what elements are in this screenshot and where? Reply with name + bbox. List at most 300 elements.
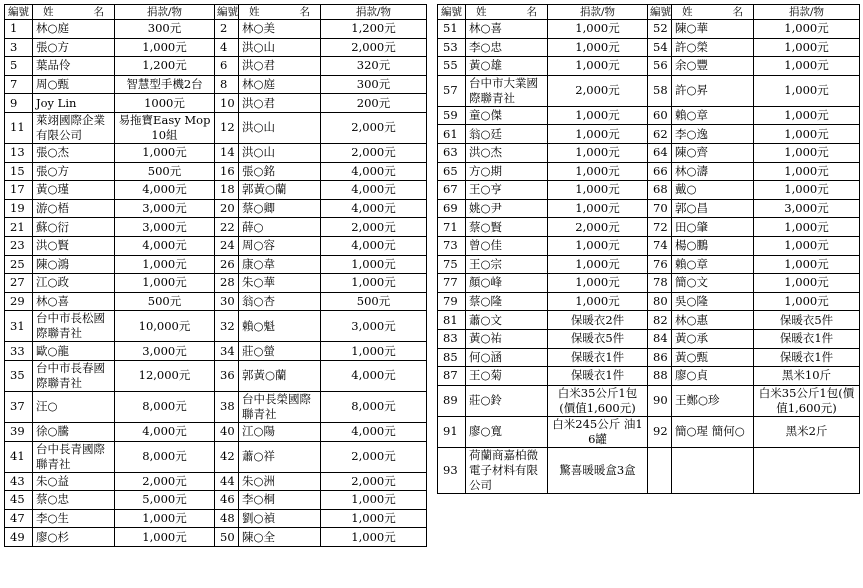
donor-name: 朱○洲 — [239, 472, 321, 491]
table-row — [438, 348, 860, 367]
donor-number: 50 — [215, 528, 239, 547]
donor-name: 薛○ — [239, 218, 321, 237]
donor-name: 蔡○隆 — [466, 292, 548, 311]
donation-amount: 10,000元 — [115, 311, 215, 342]
donor-name: 洪○山 — [239, 38, 321, 57]
donor-name: 翁○杏 — [239, 292, 321, 311]
donor-number: 5 — [5, 57, 33, 76]
donor-number: 91 — [438, 416, 466, 447]
donor-number: 74 — [648, 236, 672, 255]
donor-name: 陳○齊 — [672, 143, 754, 162]
donor-name: 王○宗 — [466, 255, 548, 274]
empty-cell — [754, 447, 860, 493]
donor-number: 65 — [438, 162, 466, 181]
donor-name: 黃○承 — [672, 329, 754, 348]
donor-name: 許○榮 — [672, 38, 754, 57]
donor-number: 57 — [438, 75, 466, 106]
donor-name: 葉品伶 — [33, 57, 115, 76]
donor-number: 60 — [648, 106, 672, 125]
donor-number: 23 — [5, 236, 33, 255]
donor-number: 52 — [648, 20, 672, 39]
table-row — [5, 236, 427, 255]
donor-number: 4 — [215, 38, 239, 57]
donation-amount: 1,000元 — [754, 162, 860, 181]
donor-number: 48 — [215, 509, 239, 528]
table-row — [5, 342, 427, 361]
donor-number: 78 — [648, 274, 672, 293]
donation-amount: 2,000元 — [548, 218, 648, 237]
header-name — [466, 5, 548, 20]
donation-table-left — [4, 4, 427, 547]
donation-amount: 1,000元 — [754, 106, 860, 125]
table-row — [438, 38, 860, 57]
donor-name: 蔡○忠 — [33, 491, 115, 510]
donor-number: 7 — [5, 75, 33, 94]
donor-number: 6 — [215, 57, 239, 76]
donor-number: 72 — [648, 218, 672, 237]
donation-amount: 4,000元 — [321, 162, 427, 181]
donor-name: 陳○全 — [239, 528, 321, 547]
donor-name: 康○韋 — [239, 255, 321, 274]
table-row — [438, 311, 860, 330]
donor-name: 張○杰 — [33, 143, 115, 162]
header-name-given: 名 — [526, 6, 537, 18]
donor-name: 周○容 — [239, 236, 321, 255]
donor-number: 71 — [438, 218, 466, 237]
donation-amount: 白米35公斤1包(價值1,600元) — [548, 385, 648, 416]
donation-amount: 2,000元 — [321, 38, 427, 57]
table-row — [438, 181, 860, 200]
table-row — [438, 218, 860, 237]
donor-name: 洪○山 — [239, 112, 321, 143]
donor-number: 29 — [5, 292, 33, 311]
donor-name: 林○美 — [239, 20, 321, 39]
donation-amount: 4,000元 — [115, 422, 215, 441]
donor-number: 38 — [215, 391, 239, 422]
table-row — [438, 274, 860, 293]
donation-amount: 1,000元 — [548, 106, 648, 125]
table-row — [438, 162, 860, 181]
donation-amount: 保暖衣1件 — [754, 329, 860, 348]
donation-amount: 1,000元 — [321, 342, 427, 361]
header-name-given: 名 — [732, 6, 743, 18]
table-row — [438, 255, 860, 274]
donation-amount: 1,000元 — [115, 255, 215, 274]
donation-amount: 1,000元 — [548, 181, 648, 200]
donor-name: Joy Lin — [33, 94, 115, 113]
table-row — [5, 422, 427, 441]
donor-name: 歐○龍 — [33, 342, 115, 361]
donation-amount: 1,000元 — [548, 57, 648, 76]
donor-name: 李○桐 — [239, 491, 321, 510]
donation-amount: 1,000元 — [754, 181, 860, 200]
donor-number: 20 — [215, 199, 239, 218]
donor-name: 朱○益 — [33, 472, 115, 491]
donation-amount: 1,000元 — [548, 125, 648, 144]
donation-amount: 4,000元 — [115, 181, 215, 200]
donation-amount: 1,000元 — [548, 292, 648, 311]
donation-amount: 2,000元 — [115, 472, 215, 491]
donor-number: 22 — [215, 218, 239, 237]
donor-number: 41 — [5, 441, 33, 472]
table-row — [438, 329, 860, 348]
donor-number: 33 — [5, 342, 33, 361]
donation-amount: 200元 — [321, 94, 427, 113]
donation-amount: 1,000元 — [754, 38, 860, 57]
donor-name: 林○濤 — [672, 162, 754, 181]
donor-number: 49 — [5, 528, 33, 547]
donor-number: 47 — [5, 509, 33, 528]
donor-number: 15 — [5, 162, 33, 181]
donation-amount: 4,000元 — [321, 422, 427, 441]
donor-number: 54 — [648, 38, 672, 57]
empty-cell — [648, 447, 672, 493]
donor-number: 62 — [648, 125, 672, 144]
donor-name: 張○方 — [33, 38, 115, 57]
donation-amount: 1,000元 — [754, 218, 860, 237]
donation-amount: 1,000元 — [548, 38, 648, 57]
donor-number: 61 — [438, 125, 466, 144]
donor-number: 2 — [215, 20, 239, 39]
donation-amount: 8,000元 — [115, 441, 215, 472]
table-row — [5, 311, 427, 342]
donor-name: 江○陽 — [239, 422, 321, 441]
donation-amount: 2,000元 — [321, 218, 427, 237]
table-row — [438, 367, 860, 386]
donor-name: 洪○杰 — [466, 143, 548, 162]
donor-number: 9 — [5, 94, 33, 113]
donor-name: 黃○甄 — [672, 348, 754, 367]
donor-number: 14 — [215, 143, 239, 162]
table-row — [438, 236, 860, 255]
donor-number: 37 — [5, 391, 33, 422]
donation-amount: 3,000元 — [754, 199, 860, 218]
donor-name: 荷蘭商嘉柏微電子材料有限公司 — [466, 447, 548, 493]
donor-name: 洪○君 — [239, 94, 321, 113]
donor-number: 26 — [215, 255, 239, 274]
table-row — [438, 106, 860, 125]
donation-amount: 保暖衣5件 — [754, 311, 860, 330]
donor-name: 吳○隆 — [672, 292, 754, 311]
table-row — [5, 94, 427, 113]
donor-number: 85 — [438, 348, 466, 367]
donor-name: 洪○君 — [239, 57, 321, 76]
donor-name: 童○傑 — [466, 106, 548, 125]
donor-name: 簡○瑆 簡何○ — [672, 416, 754, 447]
donor-name: 台中長榮國際聯青社 — [239, 391, 321, 422]
donation-amount: 1,000元 — [321, 528, 427, 547]
donation-amount: 500元 — [115, 162, 215, 181]
donor-name: 陳○鴻 — [33, 255, 115, 274]
donor-number: 68 — [648, 181, 672, 200]
donation-amount: 1,000元 — [754, 143, 860, 162]
donor-number: 43 — [5, 472, 33, 491]
donor-name: 李○生 — [33, 509, 115, 528]
donation-amount: 黑米2斤 — [754, 416, 860, 447]
donation-amount: 1,000元 — [115, 143, 215, 162]
donor-name: 徐○騰 — [33, 422, 115, 441]
donor-number: 55 — [438, 57, 466, 76]
donation-amount: 320元 — [321, 57, 427, 76]
donor-number: 30 — [215, 292, 239, 311]
donor-name: 王○亨 — [466, 181, 548, 200]
donor-name: 李○忠 — [466, 38, 548, 57]
donation-amount: 1,000元 — [548, 143, 648, 162]
donor-name: 林○庭 — [239, 75, 321, 94]
donor-name: 何○涵 — [466, 348, 548, 367]
table-row — [438, 447, 860, 493]
table-row — [5, 218, 427, 237]
table-row — [5, 38, 427, 57]
donor-name: 方○期 — [466, 162, 548, 181]
header-number: 編號 — [215, 5, 239, 20]
header-name-surname: 姓 — [682, 6, 693, 18]
donation-amount: 1,000元 — [321, 509, 427, 528]
donor-name: 賴○魁 — [239, 311, 321, 342]
table-row — [5, 181, 427, 200]
donation-amount: 1,000元 — [321, 274, 427, 293]
donor-name: 李○逸 — [672, 125, 754, 144]
table-row — [5, 391, 427, 422]
donor-number: 87 — [438, 367, 466, 386]
donor-name: 黃○瑾 — [33, 181, 115, 200]
donation-amount: 2,000元 — [321, 112, 427, 143]
donation-amount: 1,000元 — [548, 199, 648, 218]
donation-rows-right — [438, 20, 860, 494]
table-row — [5, 143, 427, 162]
donor-number: 93 — [438, 447, 466, 493]
donor-number: 80 — [648, 292, 672, 311]
donor-name: 林○喜 — [466, 20, 548, 39]
table-row — [5, 292, 427, 311]
donation-amount: 4,000元 — [321, 181, 427, 200]
donor-number: 32 — [215, 311, 239, 342]
donor-number: 70 — [648, 199, 672, 218]
donation-amount: 1,000元 — [754, 20, 860, 39]
donor-name: 林○庭 — [33, 20, 115, 39]
table-row — [5, 112, 427, 143]
donation-amount: 3,000元 — [115, 199, 215, 218]
header-number: 編號 — [648, 5, 672, 20]
donor-name: 曾○佳 — [466, 236, 548, 255]
donor-number: 24 — [215, 236, 239, 255]
donor-number: 92 — [648, 416, 672, 447]
donor-number: 79 — [438, 292, 466, 311]
donor-number: 21 — [5, 218, 33, 237]
empty-cell — [672, 447, 754, 493]
donation-amount: 1,000元 — [115, 38, 215, 57]
donation-amount: 12,000元 — [115, 360, 215, 391]
table-row — [438, 57, 860, 76]
donor-number: 13 — [5, 143, 33, 162]
donor-name: 廖○貞 — [672, 367, 754, 386]
donor-number: 69 — [438, 199, 466, 218]
donor-number: 73 — [438, 236, 466, 255]
donation-amount: 保暖衣2件 — [548, 311, 648, 330]
header-name-surname: 姓 — [249, 6, 260, 18]
donor-name: 萊翊國際企業有限公司 — [33, 112, 115, 143]
donation-amount: 1,000元 — [754, 236, 860, 255]
header-name — [33, 5, 115, 20]
donor-name: 劉○禎 — [239, 509, 321, 528]
donor-number: 89 — [438, 385, 466, 416]
donation-amount: 1,000元 — [548, 162, 648, 181]
donor-name: 台中市長春國際聯青社 — [33, 360, 115, 391]
header-name-surname: 姓 — [476, 6, 487, 18]
donor-name: 田○肇 — [672, 218, 754, 237]
donor-name: 汪○ — [33, 391, 115, 422]
donor-name: 廖○杉 — [33, 528, 115, 547]
donation-amount: 5,000元 — [115, 491, 215, 510]
donor-name: 陳○華 — [672, 20, 754, 39]
donor-number: 18 — [215, 181, 239, 200]
donation-amount: 2,000元 — [548, 75, 648, 106]
table-row — [5, 472, 427, 491]
donor-name: 郭黃○蘭 — [239, 181, 321, 200]
donation-amount: 保暖衣5件 — [548, 329, 648, 348]
donor-name: 黃○祐 — [466, 329, 548, 348]
table-row — [438, 125, 860, 144]
header-number: 編號 — [5, 5, 33, 20]
donor-name: 王鄭○珍 — [672, 385, 754, 416]
donation-amount: 1,000元 — [115, 274, 215, 293]
donation-amount: 1,200元 — [115, 57, 215, 76]
donor-name: 郭黃○蘭 — [239, 360, 321, 391]
donation-amount: 1,200元 — [321, 20, 427, 39]
donor-name: 周○甄 — [33, 75, 115, 94]
table-row — [438, 20, 860, 39]
donor-number: 86 — [648, 348, 672, 367]
donor-name: 蕭○祥 — [239, 441, 321, 472]
table-row — [438, 292, 860, 311]
donor-number: 8 — [215, 75, 239, 94]
donation-amount: 1,000元 — [548, 255, 648, 274]
donation-amount: 智慧型手機2台 — [115, 75, 215, 94]
donor-name: 蘇○衍 — [33, 218, 115, 237]
donation-amount: 白米245公斤 油16罐 — [548, 416, 648, 447]
donor-name: 台中市長松國際聯青社 — [33, 311, 115, 342]
table-row — [5, 509, 427, 528]
donor-number: 67 — [438, 181, 466, 200]
donor-name: 莊○螢 — [239, 342, 321, 361]
donation-amount: 8,000元 — [321, 391, 427, 422]
donor-name: 蕭○文 — [466, 311, 548, 330]
donation-amount: 3,000元 — [115, 342, 215, 361]
donor-number: 12 — [215, 112, 239, 143]
donor-name: 賴○章 — [672, 106, 754, 125]
table-row — [5, 441, 427, 472]
donor-name: 台中市大業國際聯青社 — [466, 75, 548, 106]
donor-name: 張○銘 — [239, 162, 321, 181]
table-row — [5, 57, 427, 76]
donor-name: 顏○峰 — [466, 274, 548, 293]
donation-amount: 500元 — [115, 292, 215, 311]
table-row — [5, 199, 427, 218]
header-name — [239, 5, 321, 20]
donation-table-right — [437, 4, 860, 494]
donor-name: 張○方 — [33, 162, 115, 181]
donation-amount: 1,000元 — [115, 528, 215, 547]
donation-amount: 4,000元 — [321, 360, 427, 391]
donor-name: 朱○華 — [239, 274, 321, 293]
donor-number: 46 — [215, 491, 239, 510]
donor-name: 林○惠 — [672, 311, 754, 330]
donor-number: 25 — [5, 255, 33, 274]
donation-amount: 300元 — [115, 20, 215, 39]
donation-amount: 1000元 — [115, 94, 215, 113]
table-row — [438, 385, 860, 416]
donation-amount: 保暖衣1件 — [548, 367, 648, 386]
donor-number: 56 — [648, 57, 672, 76]
header-name-given: 名 — [299, 6, 310, 18]
donor-number: 82 — [648, 311, 672, 330]
table-row — [5, 491, 427, 510]
donor-number: 42 — [215, 441, 239, 472]
table-row — [5, 360, 427, 391]
donor-number: 51 — [438, 20, 466, 39]
donor-name: 郭○昌 — [672, 199, 754, 218]
donation-amount: 保暖衣1件 — [754, 348, 860, 367]
donor-name: 莊○鈴 — [466, 385, 548, 416]
donor-number: 28 — [215, 274, 239, 293]
donor-name: 王○菊 — [466, 367, 548, 386]
donor-name: 洪○賢 — [33, 236, 115, 255]
donor-number: 34 — [215, 342, 239, 361]
donor-number: 45 — [5, 491, 33, 510]
header-name-surname: 姓 — [43, 6, 54, 18]
donor-name: 黃○雄 — [466, 57, 548, 76]
donor-number: 77 — [438, 274, 466, 293]
donor-number: 63 — [438, 143, 466, 162]
donor-number: 27 — [5, 274, 33, 293]
table-row — [438, 143, 860, 162]
donation-amount: 3,000元 — [115, 218, 215, 237]
donor-number: 88 — [648, 367, 672, 386]
donor-number: 19 — [5, 199, 33, 218]
donor-number: 1 — [5, 20, 33, 39]
donation-amount: 2,000元 — [321, 472, 427, 491]
donor-number: 44 — [215, 472, 239, 491]
donor-number: 81 — [438, 311, 466, 330]
donation-amount: 1,000元 — [548, 236, 648, 255]
donor-number: 40 — [215, 422, 239, 441]
donor-number: 11 — [5, 112, 33, 143]
donor-number: 90 — [648, 385, 672, 416]
header-amount: 捐款/物 — [754, 5, 860, 20]
donation-amount: 4,000元 — [321, 236, 427, 255]
donor-name: 簡○文 — [672, 274, 754, 293]
donor-number: 35 — [5, 360, 33, 391]
donation-amount: 1,000元 — [754, 75, 860, 106]
donor-number: 17 — [5, 181, 33, 200]
table-row — [438, 75, 860, 106]
donation-amount: 1,000元 — [321, 255, 427, 274]
donor-name: 洪○山 — [239, 143, 321, 162]
header-name — [672, 5, 754, 20]
donor-name: 蔡○卿 — [239, 199, 321, 218]
donor-number: 10 — [215, 94, 239, 113]
table-row — [5, 274, 427, 293]
donation-amount: 1,000元 — [754, 125, 860, 144]
donation-amount: 3,000元 — [321, 311, 427, 342]
donation-amount: 1,000元 — [754, 57, 860, 76]
donor-name: 蔡○賢 — [466, 218, 548, 237]
table-row — [5, 255, 427, 274]
donor-name: 游○梧 — [33, 199, 115, 218]
donor-number: 66 — [648, 162, 672, 181]
donation-amount: 黑米10斤 — [754, 367, 860, 386]
table-row — [438, 416, 860, 447]
